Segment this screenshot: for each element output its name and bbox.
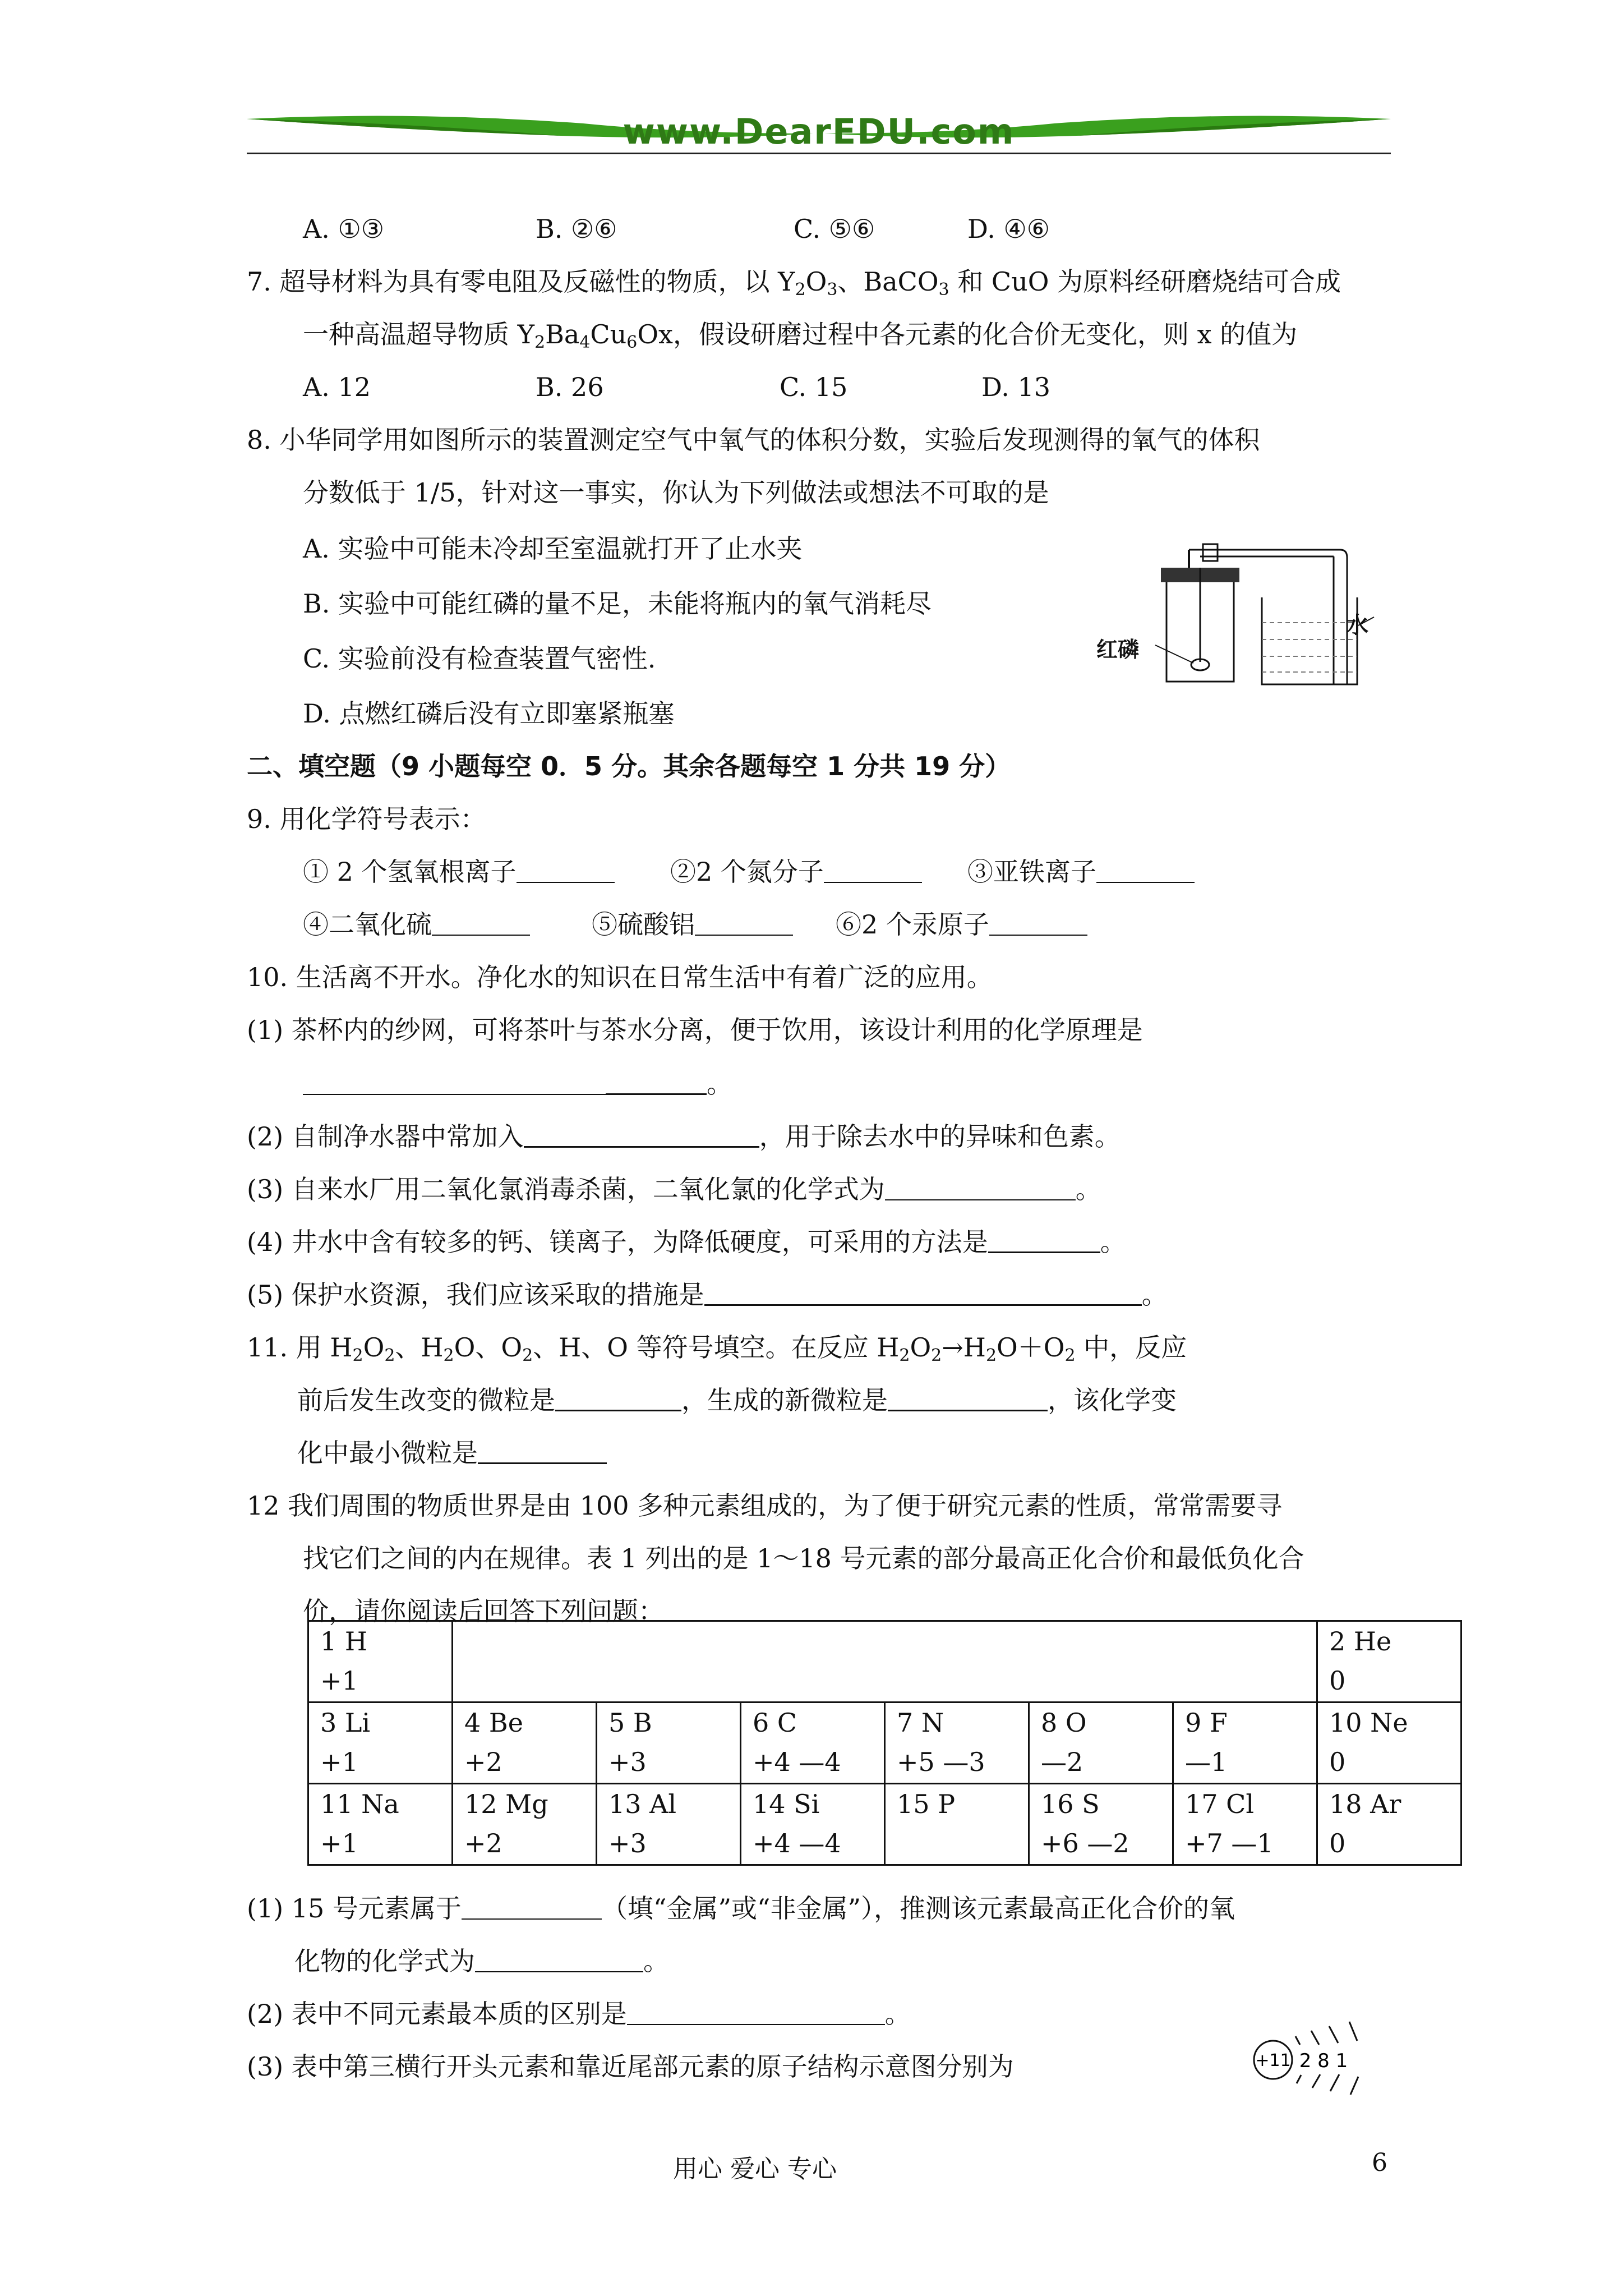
q10-part3: (3) 自来水厂用二氧化氯消毒杀菌，二氧化氯的化学式为 。 xyxy=(247,1174,1101,1204)
cell-he: 2 He 0 xyxy=(1317,1621,1461,1703)
q10-part4: (4) 井水中含有较多的钙、镁离子，为降低硬度，可采用的方法是 。 xyxy=(247,1227,1126,1257)
answer-blank[interactable] xyxy=(824,857,922,883)
q7-stem-line2: 一种高温超导物质 $Y_2Ba_4Cu_6Ox$，假设研磨过程中各元素的化合价无变化，则 x 的值为 xyxy=(303,319,1298,352)
cell-o: 8 O —2 xyxy=(1029,1703,1173,1784)
q9-item-6: ⑥2 个汞原子 xyxy=(836,908,1087,941)
footer-motto: 用心 爱心 专心 xyxy=(673,2155,837,2183)
cell-ne: 10 Ne 0 xyxy=(1317,1703,1461,1784)
site-header xyxy=(247,107,1391,160)
q8-option-b: B. 实验中可能红磷的量不足，未能将瓶内的氧气消耗尽 xyxy=(303,588,932,619)
answer-blank[interactable] xyxy=(885,1175,1076,1200)
q12-stem-line2: 找它们之间的内在规律。表 1 列出的是 1～18 号元素的部分最高正化合价和最低负化合 xyxy=(303,1543,1304,1573)
q9-item-4: ④二氧化硫 xyxy=(303,908,530,941)
q12-part3: (3) 表中第三横行开头元素和靠近尾部元素的原子结构示意图分别为 xyxy=(247,2051,1014,2082)
q6-option-b: B. ②⑥ xyxy=(536,214,617,244)
q11-stem-line3: 化中最小微粒是 xyxy=(297,1436,607,1470)
answer-blank[interactable] xyxy=(478,1438,607,1464)
answer-blank[interactable] xyxy=(432,910,530,936)
answer-blank[interactable] xyxy=(627,1999,885,2025)
q9-item-2: ②2 个氮分子 xyxy=(670,855,922,889)
header-rule xyxy=(247,153,1391,154)
answer-blank[interactable] xyxy=(475,1947,643,1972)
answer-blank[interactable] xyxy=(888,1385,1048,1411)
cell-ar: 18 Ar 0 xyxy=(1317,1784,1461,1865)
cell-c: 6 C +4 —4 xyxy=(741,1703,885,1784)
answer-blank[interactable] xyxy=(1096,857,1195,883)
cell-f: 9 F —1 xyxy=(1173,1703,1317,1784)
q6-option-a: A. ①③ xyxy=(303,214,384,244)
q8-stem-line1: 8. 小华同学用如图所示的装置测定空气中氧气的体积分数，实验后发现测得的氧气的体积 xyxy=(247,425,1260,455)
q12-part2: (2) 表中不同元素最本质的区别是 。 xyxy=(247,1999,911,2029)
q8-option-d: D. 点燃红磷后没有立即塞紧瓶塞 xyxy=(303,698,675,729)
q9-item-3: ③亚铁离子 xyxy=(967,855,1195,889)
svg-text:+11: +11 xyxy=(1255,2051,1291,2070)
q8-option-c: C. 实验前没有检查装置气密性. xyxy=(303,643,656,674)
table-row xyxy=(308,1703,1461,1784)
cell-b: 5 B +3 xyxy=(597,1703,741,1784)
q11-stem-line1: 11. 用 $H_2O_2$、$H_2O$、$O_2$、H、O 等符号填空。在反应 $H_2O_2\to H_2O+O_2$ 中，反应 xyxy=(247,1332,1187,1365)
q9-item-5: ⑤硫酸铝 xyxy=(592,908,793,941)
q9-stem: 9. 用化学符号表示： xyxy=(247,804,486,834)
q10-part5: (5) 保护水资源，我们应该采取的措施是 。 xyxy=(247,1280,1168,1310)
q7-option-b: B. 26 xyxy=(536,372,604,402)
q9-item-1: ① 2 个氢氧根离子 xyxy=(303,855,615,889)
svg-text:2 8 1: 2 8 1 xyxy=(1299,2050,1348,2072)
answer-blank[interactable] xyxy=(555,1385,681,1411)
q12-part1-line1: (1) 15 号元素属于 （填“金属”或“非金属”），推测该元素最高正化合价的氧 xyxy=(247,1893,1235,1924)
q11-stem-line2: 前后发生改变的微粒是 ，生成的新微粒是 ，该化学变 xyxy=(297,1385,1177,1415)
fig-label-phosphorus: 红磷 xyxy=(1096,637,1140,662)
q8-stem-line2: 分数低于 1/5，针对这一事实，你认为下列做法或想法不可取的是 xyxy=(303,477,1049,508)
cell-al: 13 Al +3 xyxy=(597,1784,741,1865)
answer-blank[interactable] xyxy=(524,1121,759,1148)
q7-stem-line1: 7. 超导材料为具有零电阻及反磁性的物质，以 $Y_2O_3$、BaCO$_3$ 和 CuO 为原料经研磨烧结可合成 xyxy=(247,266,1341,300)
cell-mg: 12 Mg +2 xyxy=(453,1784,597,1865)
q7-option-d: D. 13 xyxy=(981,372,1051,402)
q10-part1: (1) 茶杯内的纱网，可将茶叶与茶水分离，便于饮用，该设计利用的化学原理是 xyxy=(247,1015,1143,1045)
q12-stem-line1: 12 我们周围的物质世界是由 100 多种元素组成的，为了便于研究元素的性质，常常需要寻 xyxy=(247,1490,1283,1521)
cell-p: 15 P xyxy=(885,1784,1029,1865)
answer-blank[interactable] xyxy=(704,1280,1142,1306)
q6-option-c: C. ⑤⑥ xyxy=(794,214,875,244)
answer-blank[interactable] xyxy=(606,1069,707,1095)
answer-blank[interactable] xyxy=(989,910,1087,936)
cell-na: 11 Na +1 xyxy=(308,1784,453,1865)
section-title: 二、填空题（9 小题每空 0．5 分。其余各题每空 1 分共 19 分） xyxy=(247,751,1011,781)
q12-stem-line3: 价，请你阅读后回答下列问题： xyxy=(303,1596,664,1626)
answer-blank[interactable] xyxy=(695,910,793,936)
page-number: 6 xyxy=(1372,2148,1387,2177)
cell-li: 3 Li +1 xyxy=(308,1703,453,1784)
table-empty-span xyxy=(453,1621,1317,1703)
answer-blank[interactable] xyxy=(462,1894,602,1920)
site-name: www.DearEDU.com xyxy=(623,111,1015,152)
answer-blank[interactable] xyxy=(988,1227,1100,1253)
sodium-atom-diagram xyxy=(1239,2014,1374,2104)
q6-option-d: D. ④⑥ xyxy=(967,214,1050,244)
fig-label-water: 水 xyxy=(1346,613,1368,638)
table-row xyxy=(308,1784,1461,1865)
q7-option-c: C. 15 xyxy=(780,372,848,402)
cell-si: 14 Si +4 —4 xyxy=(741,1784,885,1865)
table-row xyxy=(308,1621,1461,1703)
q12-part1-line2: 化物的化学式为 。 xyxy=(294,1946,669,1976)
cell-n: 7 N +5 —3 xyxy=(885,1703,1029,1784)
q8-option-a: A. 实验中可能未冷却至室温就打开了止水夹 xyxy=(303,533,803,564)
element-valence-table xyxy=(307,1620,1462,1866)
cell-s: 16 S +6 —2 xyxy=(1029,1784,1173,1865)
cell-h: 1 H +1 xyxy=(308,1621,453,1703)
q10-part1-answer: 。 xyxy=(303,1067,732,1101)
q10-stem: 10. 生活离不开水。净化水的知识在日常生活中有着广泛的应用。 xyxy=(247,962,993,992)
q10-part2: (2) 自制净水器中常加入 ，用于除去水中的异味和色素。 xyxy=(247,1121,1121,1152)
q7-option-a: A. 12 xyxy=(303,372,371,402)
cell-be: 4 Be +2 xyxy=(453,1703,597,1784)
answer-blank[interactable] xyxy=(303,1069,606,1095)
answer-blank[interactable] xyxy=(517,857,615,883)
cell-cl: 17 Cl +7 —1 xyxy=(1173,1784,1317,1865)
